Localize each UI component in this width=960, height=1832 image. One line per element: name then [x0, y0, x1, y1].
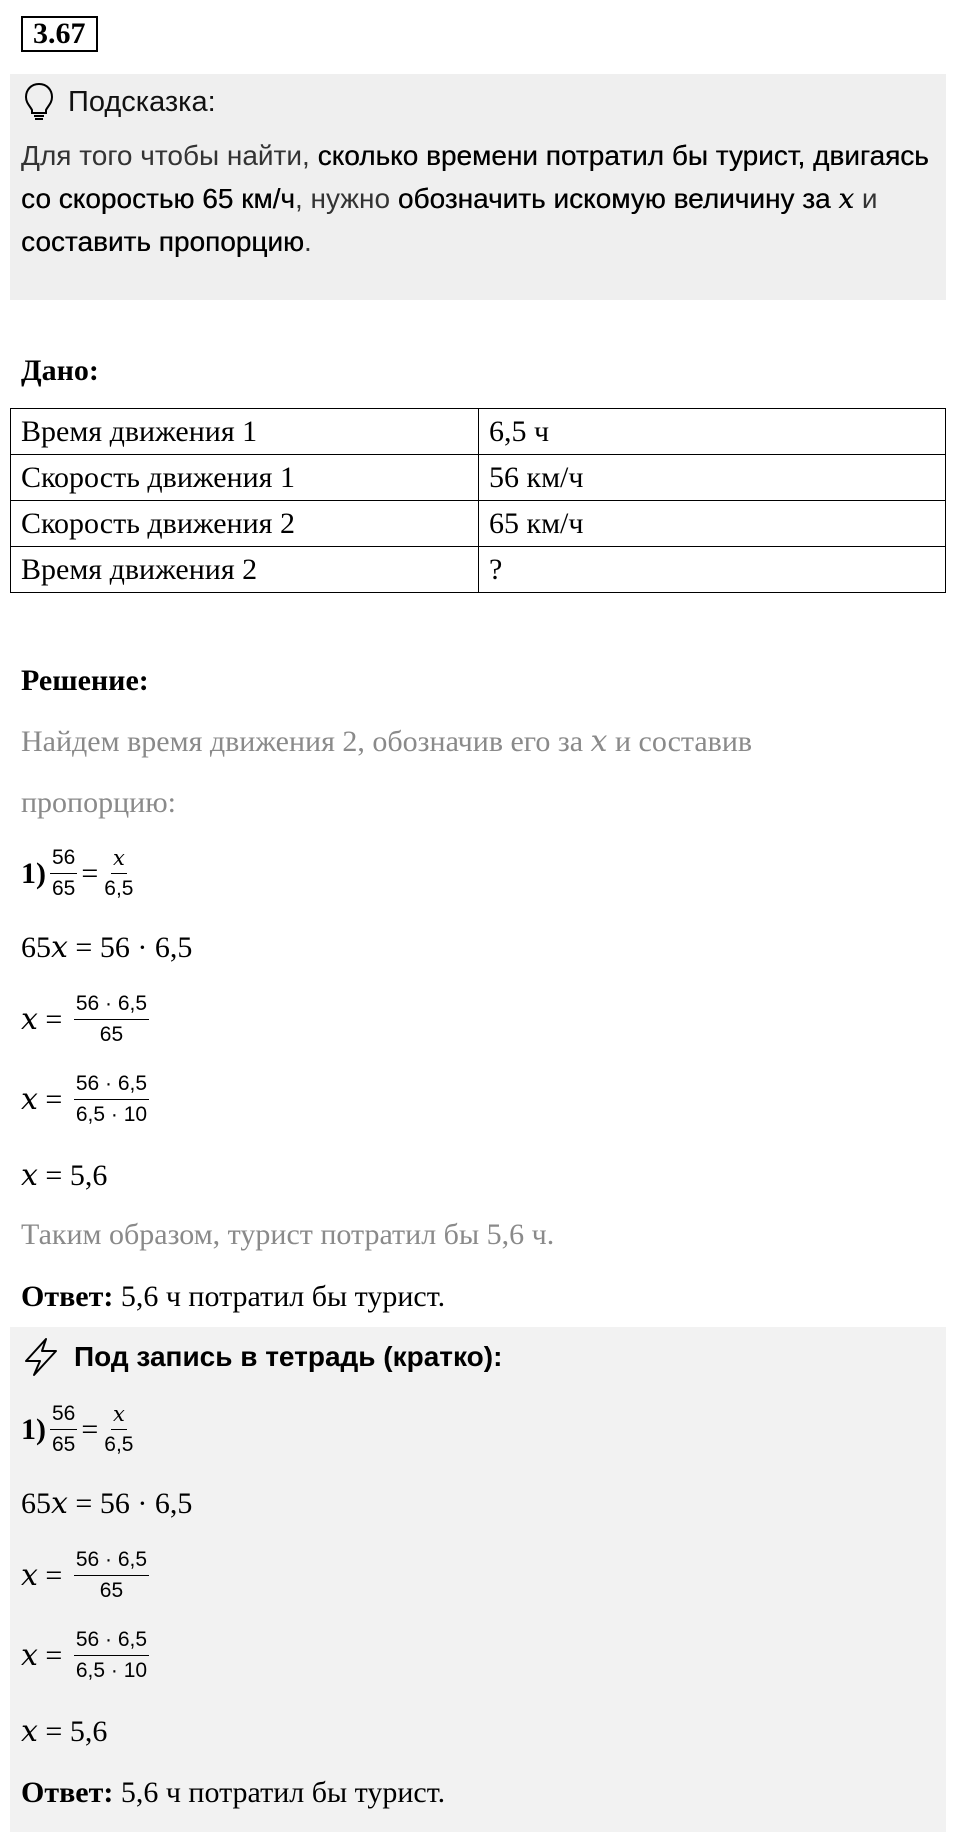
- problem-number: 3.67: [21, 16, 98, 52]
- equation-line: [21, 1158, 107, 1193]
- numerator: 56 · 6,5: [74, 1069, 149, 1100]
- table-row: [11, 409, 946, 455]
- given-heading: Дано:: [21, 354, 99, 387]
- eq-variable: x: [21, 1002, 38, 1037]
- eq-text: = 56 · 6,5: [67, 1487, 193, 1520]
- eq-variable: x: [21, 1082, 38, 1117]
- eq-text: = 56 · 6,5: [67, 931, 193, 964]
- notebook-equation-line: [21, 1545, 153, 1606]
- equals-sign: =: [37, 1558, 70, 1592]
- hint-text-part: .: [303, 226, 312, 257]
- hint-text-part: Для того чтобы найти,: [21, 140, 318, 171]
- denominator: 6,5: [104, 877, 134, 900]
- eq-variable: x: [21, 1558, 38, 1593]
- fraction: [74, 989, 149, 1050]
- equation-line: [21, 930, 192, 965]
- given-value: 6,5 ч: [479, 409, 946, 455]
- given-label: Скорость движения 2: [11, 501, 479, 547]
- numerator: 56: [50, 1399, 77, 1430]
- table-row: [11, 455, 946, 501]
- given-label: Скорость движения 1: [11, 455, 479, 501]
- equals-sign: =: [37, 1638, 70, 1672]
- eq-variable: x: [51, 1486, 68, 1521]
- hint-text-part: , нужно: [294, 183, 398, 214]
- conclusion-text: Таким образом, турист потратил бы 5,6 ч.: [21, 1218, 555, 1251]
- numerator: 56 · 6,5: [74, 1545, 149, 1576]
- hint-text-bold: сколько времени потратил бы турист, двигаясь со скоростью 65 км/ч: [21, 140, 929, 214]
- answer-text: 5,6 ч потратил бы турист.: [113, 1280, 446, 1313]
- denominator: 6,5 · 10: [75, 1659, 148, 1682]
- numerator: 56 · 6,5: [74, 1625, 149, 1656]
- numerator: x: [111, 1399, 127, 1430]
- eq-text: 65: [21, 1487, 51, 1520]
- eq-variable: x: [21, 1158, 38, 1193]
- lightbulb-icon: [24, 82, 54, 122]
- notebook-equation-line: [21, 1486, 192, 1521]
- given-label: Время движения 1: [11, 409, 479, 455]
- denominator: 6,5 · 10: [75, 1103, 148, 1126]
- equation-line: [21, 1069, 153, 1130]
- equals-sign: =: [37, 1002, 70, 1036]
- equals-sign: =: [81, 856, 99, 890]
- eq-variable: x: [51, 930, 68, 965]
- fraction: [74, 1625, 149, 1686]
- eq-variable: x: [21, 1638, 38, 1673]
- table-row: [11, 501, 946, 547]
- denominator: 65: [52, 877, 76, 900]
- hint-text: [21, 134, 931, 263]
- fraction: [50, 1399, 77, 1460]
- intro-text: и составив: [607, 725, 753, 758]
- fraction: [50, 843, 77, 904]
- notebook-equation-line: [21, 1714, 107, 1749]
- hint-text-bold: обозначить искомую величину за: [397, 183, 839, 214]
- numerator: 56: [50, 843, 77, 874]
- fraction: [102, 843, 135, 904]
- notebook-title: Под запись в тетрадь (кратко):: [74, 1341, 503, 1372]
- solution-intro: [21, 724, 752, 759]
- hint-variable: x: [838, 182, 855, 215]
- lightning-icon: [22, 1337, 60, 1377]
- denominator: 65: [99, 1579, 124, 1602]
- hint-text-bold: составить пропорцию: [21, 226, 304, 257]
- hint-box: [10, 74, 946, 300]
- proportion-equation: [21, 843, 139, 904]
- denominator: 6,5: [104, 1433, 134, 1456]
- intro-variable: x: [590, 724, 608, 759]
- equation-line: [21, 989, 153, 1050]
- fraction: [74, 1545, 149, 1606]
- table-row: [11, 547, 946, 593]
- answer-line: [21, 1280, 445, 1314]
- answer-text: 5,6 ч потратил бы турист.: [113, 1776, 446, 1809]
- fraction: [102, 1399, 135, 1460]
- notebook-equation-line: [21, 1625, 153, 1686]
- eq-text: = 5,6: [37, 1715, 108, 1748]
- solution-intro-cont: пропорцию:: [21, 786, 176, 819]
- intro-text: Найдем время движения 2, обозначив его за: [21, 725, 591, 758]
- given-table: [10, 408, 946, 593]
- numerator: 56 · 6,5: [74, 989, 149, 1020]
- answer-label: Ответ:: [21, 1776, 114, 1809]
- equals-sign: =: [37, 1082, 70, 1116]
- equals-sign: =: [81, 1412, 99, 1446]
- given-value: 65 км/ч: [479, 501, 946, 547]
- step-label: 1): [21, 1412, 46, 1446]
- notebook-header: [22, 1337, 502, 1377]
- step-label: 1): [21, 856, 46, 890]
- given-value: ?: [479, 547, 946, 593]
- hint-text-part: и: [854, 183, 878, 214]
- eq-text: 65: [21, 931, 51, 964]
- solution-heading: Решение:: [21, 664, 149, 697]
- hint-title: Подсказка:: [68, 85, 216, 118]
- eq-text: = 5,6: [37, 1159, 108, 1192]
- hint-header: [24, 82, 216, 122]
- given-value: 56 км/ч: [479, 455, 946, 501]
- denominator: 65: [99, 1023, 124, 1046]
- notebook-proportion: [21, 1399, 139, 1460]
- given-label: Время движения 2: [11, 547, 479, 593]
- numerator: x: [111, 843, 127, 874]
- notebook-answer-line: [21, 1776, 445, 1810]
- denominator: 65: [52, 1433, 76, 1456]
- answer-label: Ответ:: [21, 1280, 114, 1313]
- eq-variable: x: [21, 1714, 38, 1749]
- fraction: [74, 1069, 149, 1130]
